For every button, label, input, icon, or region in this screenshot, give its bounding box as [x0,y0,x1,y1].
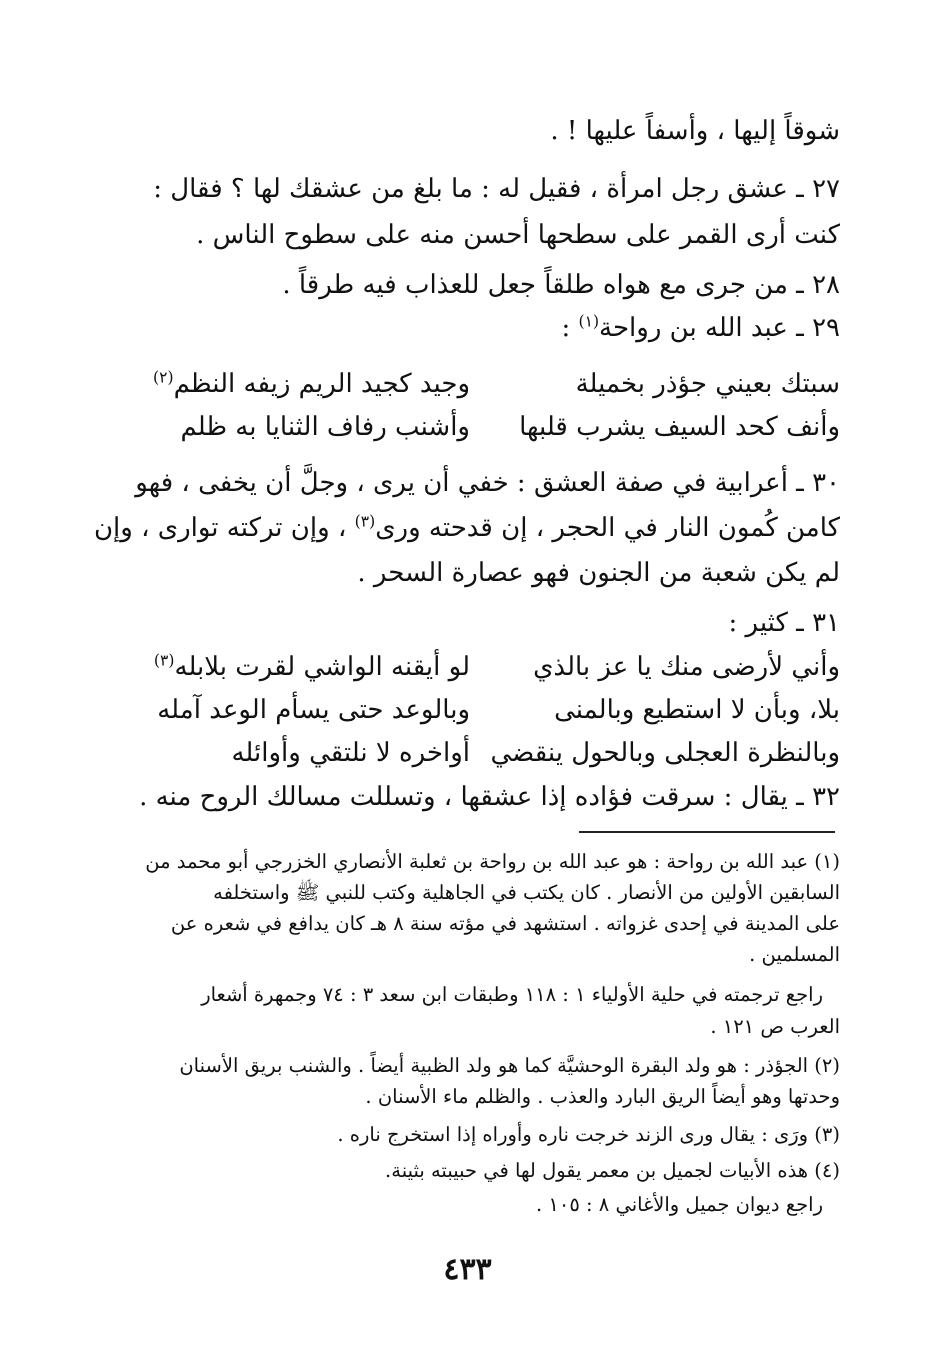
text-line: شوقاً إليها ، وأسفاً عليها ! . [550,116,840,146]
text-line: ٣٠ ـ أعرابية في صفة العشق : خفي أن يرى ، وجلَّ أن يخفى ، فهو [135,468,840,498]
verse-hemistich [153,367,470,401]
verse-hemistich: أواخره لا نلتقي وأوائله [231,738,470,768]
footnote-ref: (٣) [153,651,175,670]
footnote-separator [579,831,835,833]
footnote-line: العرب ص ١٢١ . [710,1015,840,1038]
verse-hemistich: وبالوعد حتى يسأم الوعد آمله [157,695,470,725]
verse-hemistich: سبتك بعيني جؤذر بخميلة [575,369,840,399]
page-number: ٤٣٣ [443,1252,492,1287]
footnote-line: السابقين الأولين من الأنصار . كان يكتب في الجاهلية وكتب للنبي ﷺ واستخلفه [213,881,840,904]
footnote-line: (٣) ورَى : يقال ورى الزند خرجت ناره وأوراه إذا استخرج ناره . [337,1123,840,1146]
text-line [561,311,840,345]
text-line [94,511,840,545]
footnote-ref: (٢) [153,368,174,387]
line-text: : [561,313,579,343]
footnote-line: (٤) هذه الأبيات لجميل بن معمر يقول لها في حبيبته بثينة. [385,1159,840,1182]
footnote-line: على المدينة في إحدى غزواته . استشهد في مؤته سنة ٨ هـ كان يدافع في شعره عن [170,912,840,935]
line-text: ، وإن تركته توارى ، وإن [93,513,355,543]
footnote-line: راجع ترجمته في حلية الأولياء ١ : ١١٨ وطبقات ابن سعد ٣ : ٧٤ وجمهرة أشعار [201,983,823,1006]
line-text: ٢٩ ـ عبد الله بن رواحة [599,313,840,343]
footnote-ref: (١) [578,312,600,331]
verse-hemistich: وأشنب رفاف الثنايا به ظلم [180,412,470,442]
text-line: ٢٨ ـ من جرى مع هواه طلقاً جعل للعذاب فيه طرقاً . [282,270,840,300]
text-line: ٢٧ ـ عشق رجل امرأة ، فقيل له : ما بلغ من عشقك لها ؟ فقال : [153,174,840,204]
footnote-line: راجع ديوان جميل والأغاني ٨ : ١٠٥ . [535,1193,823,1216]
text-line: كنت أرى القمر على سطحها أحسن منه على سطوح الناس . [196,220,840,250]
line-text: وجيد كجيد الريم زيفه النظم [173,369,470,399]
footnote-line: وحدتها وهو أيضاً الريق البارد والعذب . والظلم ماء الأسنان . [365,1085,840,1108]
line-text: لو أيقنه الواشي لقرت بلابله [174,652,470,682]
footnote-line: المسلمين . [749,943,840,966]
footnote-line: (٢) الجؤذر : هو ولد البقرة الوحشيَّة كما هو ولد الظبية أيضاً . والشنب بريق الأسنان [179,1054,840,1077]
verse-hemistich: وبالنظرة العجلى وبالحول ينقضي [490,738,840,768]
text-line: ٣٢ ـ يقال : سرقت فؤاده إذا عشقها ، وتسللت مسالك الروح منه . [139,782,840,812]
footnote-line: (١) عبد الله بن رواحة : هو عبد الله بن رواحة بن ثعلبة الأنصاري الخزرجي أبو محمد من [145,850,840,873]
verse-hemistich: وأني لأرضى منك يا عز بالذي [533,652,840,682]
verse-hemistich [154,650,470,684]
footnote-ref: (٣) [354,512,376,531]
line-text: كامن كُمون النار في الحجر ، إن قدحته ورى [375,513,840,543]
verse-hemistich: بلا، وبأن لا استطيع وبالمنى [554,695,840,725]
text-line: ٣١ ـ كثير : [728,608,840,638]
text-line: لم يكن شعبة من الجنون فهو عصارة السحر . [357,558,840,588]
verse-hemistich: وأنف كحد السيف يشرب قلبها [519,412,840,442]
